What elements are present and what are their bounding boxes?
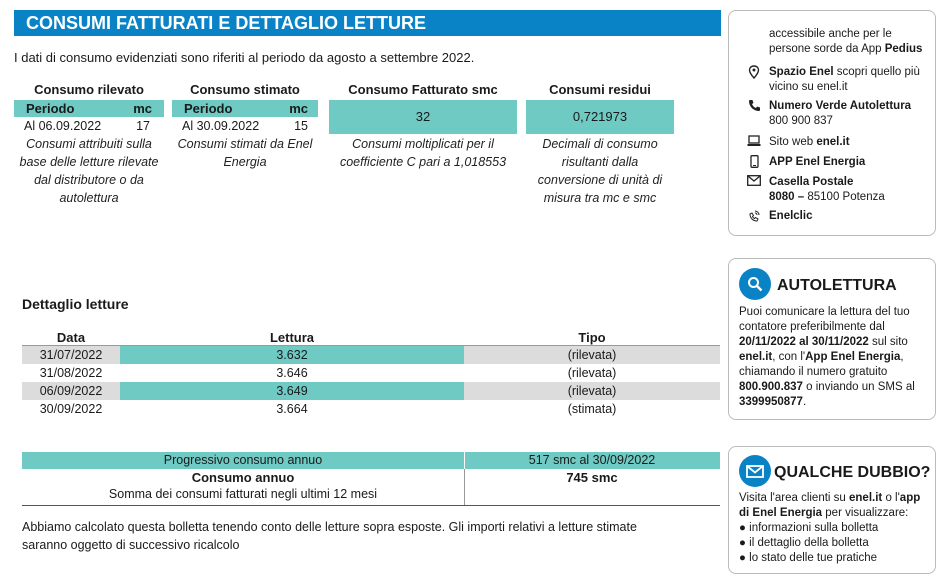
consumo-rilevato-header xyxy=(14,100,164,117)
cell-lettura: 3.632 xyxy=(120,346,464,364)
envelope-icon xyxy=(739,455,771,487)
consumo-stimato-note: Consumi stimati da Enel Energia xyxy=(177,137,313,169)
table-row xyxy=(22,382,720,400)
progressivo-label: Progressivo consumo annuo xyxy=(163,453,323,467)
autolettura-box xyxy=(728,258,936,420)
cell-data: 06/09/2022 xyxy=(22,382,120,400)
table-header xyxy=(22,330,720,346)
autolettura-title: AUTOLETTURA xyxy=(777,277,897,294)
casella-postale: Casella Postale 8080 – 85100 Potenza xyxy=(769,176,885,203)
table-row xyxy=(22,400,720,418)
mc-value: 17 xyxy=(136,119,150,133)
phone-icon xyxy=(747,99,761,113)
enelclic[interactable]: Enelclic xyxy=(769,210,813,222)
app-enel-energia[interactable]: APP Enel Energia xyxy=(769,156,866,168)
progressivo-row xyxy=(22,452,720,469)
periodo-value: Al 30.09.2022 xyxy=(182,119,260,133)
table-row xyxy=(22,364,720,382)
search-icon xyxy=(739,268,771,300)
pedius-text: accessibile anche per le persone sorde da App Pedius xyxy=(769,28,923,55)
consumo-rilevato-row xyxy=(14,118,164,135)
cell-data: 31/08/2022 xyxy=(39,365,103,380)
consumi-residui-value: 0,721973 xyxy=(526,100,674,134)
list-item: ● informazioni sulla bolletta xyxy=(739,522,879,534)
call-ring-icon xyxy=(747,209,761,223)
autolettura-text: Puoi comunicare la lettura del tuo contatore preferibilmente dal 20/11/2022 al 30/11/2022 sul sito enel.it, con l'App Enel Energia, chiamando il numero gratuito 800.900.837 o inviando un SMS al 3399950877. xyxy=(739,306,915,408)
spazio-enel[interactable]: Spazio Enel scopri quello più vicino su enel.it xyxy=(769,66,920,93)
cell-tipo: (rilevata) xyxy=(567,365,617,380)
cell-lettura: 3.646 xyxy=(276,365,308,380)
col-periodo: Periodo xyxy=(184,101,233,116)
consumo-fatturato-value: 32 xyxy=(329,100,517,134)
consumo-rilevato-note: Consumi attribuiti sulla base delle letture rilevate dal distributore o da autolettura xyxy=(19,137,159,205)
cell-tipo: (rilevata) xyxy=(464,346,720,364)
cell-data: 31/07/2022 xyxy=(22,346,120,364)
cell-lettura: 3.649 xyxy=(120,382,464,400)
footer-note: Abbiamo calcolato questa bolletta tenendo conto delle letture sopra esposte. Gli importi relativi a letture stimate saranno oggetto di successivo ricalcolo xyxy=(22,520,637,552)
list-item: ● lo stato delle tue pratiche xyxy=(739,552,878,564)
cell-tipo: (rilevata) xyxy=(464,382,720,400)
consumo-fatturato-title: Consumo Fatturato smc xyxy=(348,82,498,97)
header-lettura: Lettura xyxy=(269,330,315,345)
mail-icon xyxy=(747,175,761,189)
mc-value: 15 xyxy=(294,119,308,133)
section-title: CONSUMI FATTURATI E DETTAGLIO LETTURE xyxy=(14,10,721,36)
sito-web[interactable]: Sito web enel.it xyxy=(769,136,850,148)
consumo-annuo-sub: Somma dei consumi fatturati negli ultimi 12 mesi xyxy=(108,487,378,501)
header-tipo: Tipo xyxy=(578,330,606,345)
consumo-annuo-row xyxy=(22,469,720,506)
cell-lettura: 3.664 xyxy=(276,401,308,416)
col-mc: mc xyxy=(133,101,152,116)
table-row xyxy=(22,346,720,364)
smartphone-icon xyxy=(747,155,761,169)
dubbio-box xyxy=(728,446,936,574)
list-item: ● il dettaglio della bolletta xyxy=(739,537,869,549)
consumo-annuo-value: 745 smc xyxy=(566,470,618,485)
consumo-annuo-label: Consumo annuo xyxy=(191,470,295,485)
laptop-icon xyxy=(747,135,761,149)
contacts-box xyxy=(728,10,936,236)
periodo-value: Al 06.09.2022 xyxy=(24,119,102,133)
consumo-rilevato-title: Consumo rilevato xyxy=(34,82,144,97)
consumo-stimato-row xyxy=(172,118,318,135)
consumo-fatturato-note: Consumi moltiplicati per il coefficiente C pari a 1,018553 xyxy=(339,137,507,169)
cell-tipo: (stimata) xyxy=(567,401,617,416)
dubbio-text: Visita l'area clienti su enel.it o l'app di Enel Energia per visualizzare: ● informazioni sulla bolletta ● il dettaglio della bolletta ● lo stato delle tue pratiche xyxy=(739,491,933,566)
dubbio-title: QUALCHE DUBBIO? xyxy=(774,464,931,481)
progressivo-value: 517 smc al 30/09/2022 xyxy=(528,453,656,467)
consumo-stimato-header xyxy=(172,100,318,117)
location-pin-icon xyxy=(747,65,761,79)
consumi-residui-note: Decimali di consumo risultanti dalla conversione di unità di misura tra mc e smc xyxy=(537,137,663,205)
consumi-residui-title: Consumi residui xyxy=(549,82,651,97)
consumo-stimato-title: Consumo stimato xyxy=(190,82,300,97)
col-periodo: Periodo xyxy=(26,101,75,116)
intro-text: I dati di consumo evidenziati sono riferiti al periodo da agosto a settembre 2022. xyxy=(14,50,475,65)
letture-table xyxy=(22,330,720,418)
cell-data: 30/09/2022 xyxy=(39,401,103,416)
col-mc: mc xyxy=(289,101,308,116)
header-data: Data xyxy=(56,330,86,345)
numero-verde[interactable]: Numero Verde Autolettura 800 900 837 xyxy=(769,100,912,127)
dettaglio-title: Dettaglio letture xyxy=(22,296,129,312)
